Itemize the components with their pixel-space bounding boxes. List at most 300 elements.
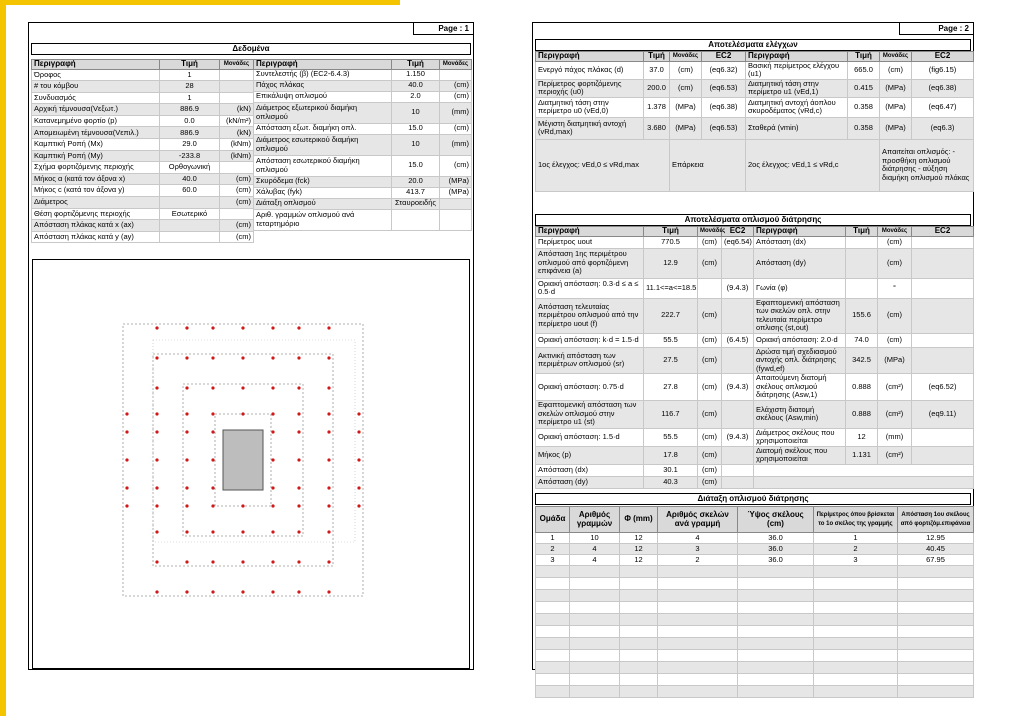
table-cell: Επάρκεια [670,139,746,191]
table-cell: Δρώσα τιμή σχεδιασμού αντοχής οπλ. διάτρησης (fywd,ef) [754,347,846,374]
reinforcement-dot [327,412,330,415]
table-row [536,464,974,476]
table-cell: Διατομή σκέλους που χρησιμοποιείται [754,446,846,464]
table-cell: 1 [536,533,570,544]
empty-cell [898,626,974,638]
table-row [536,614,974,626]
table-row [254,209,472,230]
table-row [32,220,254,232]
reinforcement-dot [185,326,188,329]
table-cell: Περιγραφή [536,52,644,62]
table-cell: Γωνία (φ) [754,278,846,298]
table-cell [722,298,754,333]
reinforcement-dot [327,326,330,329]
table-cell [722,464,754,476]
empty-cell [536,614,570,626]
table-cell: 12 [620,555,658,566]
table-row [536,578,974,590]
table-row [536,650,974,662]
table-cell: (eq6.47) [912,97,974,117]
empty-cell [620,650,658,662]
reinforcement-dot [327,560,330,563]
reinforcement-table [535,226,974,489]
table-cell: (cm) [220,185,254,197]
table-row [536,52,974,62]
table-cell: 67.95 [898,555,974,566]
reinforcement-dot [241,412,244,415]
empty-cell [814,662,898,674]
empty-cell [570,626,620,638]
reinforcement-dot [297,386,300,389]
empty-cell [536,650,570,662]
table-cell: EC2 [912,52,974,62]
reinforcement-dot [185,504,188,507]
table-cell: (kN) [220,127,254,139]
table-cell: (cm) [878,333,912,347]
reinforcement-dot [327,486,330,489]
table-cell: Ορθογωνική [160,162,220,174]
table-cell: 0.0 [160,115,220,127]
table-cell: (MPa) [880,79,912,97]
table-cell: 28 [160,81,220,93]
reinforcement-dot [211,486,214,489]
empty-cell [620,662,658,674]
reinforcement-dot [211,590,214,593]
table-cell: (MPa) [880,97,912,117]
table-row [32,197,254,209]
table-cell: 2.0 [392,91,440,102]
table-row [536,507,974,533]
reinforcement-dot [211,560,214,563]
table-cell: 1 [814,533,898,544]
table-cell: 1ος έλεγχος: vEd,0 ≤ vRd,max [536,139,670,191]
reinforcement-dot [185,458,188,461]
empty-cell [898,662,974,674]
table-cell: 17.8 [644,446,698,464]
reinforcement-dot [125,458,128,461]
empty-cell [570,566,620,578]
reinforcement-dot [327,386,330,389]
empty-cell [570,686,620,698]
table-row [536,278,974,298]
table-row [32,60,254,70]
table-row [536,61,974,79]
data-table-right [253,59,472,231]
table-cell [220,162,254,174]
table-cell: Διατμητική τάση στην περίμετρο u1 (vEd,1) [746,79,848,97]
empty-cell [738,602,814,614]
table-cell: (9.4.3) [722,428,754,446]
table-row [536,533,974,544]
empty-cell [898,638,974,650]
table-cell: Οριακή απόσταση: 0.3·d ≤ a ≤ 0.5·d [536,278,644,298]
empty-cell [536,566,570,578]
reinforcement-dot [297,458,300,461]
table-cell: (cm) [440,155,472,176]
reinforcement-dot [357,412,360,415]
reinforcement-dot [271,590,274,593]
reinforcement-dot [327,458,330,461]
table-cell: (MPa) [880,117,912,139]
reinforcement-dot [185,560,188,563]
page-2-label: Page : 2 [899,23,973,35]
table-row [536,555,974,566]
reinforcement-dot [241,560,244,563]
reinforcement-dot [297,590,300,593]
table-cell [220,69,254,81]
table-cell: 10 [392,102,440,123]
table-cell: Ύψος σκέλους (cm) [738,507,814,533]
reinforcement-dot [185,430,188,433]
reinforcement-dot [211,356,214,359]
table-cell: (eq6.38) [702,97,746,117]
reinforcement-dot [241,386,244,389]
empty-cell [620,674,658,686]
table-cell: Ενεργό πάχος πλάκας (d) [536,61,644,79]
table-cell [220,92,254,104]
table-cell: Σκυρόδεμα (fck) [254,176,392,187]
punching-drawing-frame [32,259,470,669]
table-cell: (cm) [220,231,254,243]
table-cell: Αριθμός σκελών ανά γραμμή [658,507,738,533]
reinforcement-dot [297,412,300,415]
table-cell: (cm) [698,446,722,464]
table-cell: Μήκος c (κατά τον άξονα y) [32,185,160,197]
table-cell: Αρχική τέμνουσα(Vεξωτ.) [32,104,160,116]
table-cell [160,197,220,209]
empty-cell [814,590,898,602]
table-row [254,198,472,209]
table-cell: Περίμετρος uout [536,236,644,248]
table-cell: 886.9 [160,104,220,116]
reinforcement-dot [125,412,128,415]
table-cell: (cm) [440,91,472,102]
table-cell: 3.680 [644,117,670,139]
table-cell: Περίμετρος φορτιζόμενης περιοχής (u0) [536,79,644,97]
reinforcement-dot [211,530,214,533]
empty-cell [814,614,898,626]
table-row [536,590,974,602]
reinforcement-dot [297,504,300,507]
reinforcement-dot [211,458,214,461]
table-cell: 0.888 [846,374,878,401]
table-cell: 27.5 [644,347,698,374]
reinforcement-dot [155,560,158,563]
table-cell: Τιμή [846,227,878,237]
empty-cell [658,578,738,590]
empty-cell [658,686,738,698]
table-cell: 0.415 [848,79,880,97]
table-cell: (eq6.54) [722,236,754,248]
table-cell: 36.0 [738,544,814,555]
reinforcement-dot [271,560,274,563]
table-cell: EC2 [722,227,754,237]
reinforcement-dot [297,430,300,433]
table-cell: Απόσταση εσωτερικού διαμήκη οπλισμού [254,155,392,176]
table-cell [160,231,220,243]
empty-cell [814,602,898,614]
empty-cell [814,686,898,698]
table-cell: (cm) [878,298,912,333]
table-cell [440,69,472,80]
reinforcement-dot [297,560,300,563]
table-row [254,155,472,176]
reinforcement-dot [211,412,214,415]
table-cell: Απαιτείται οπλισμός: - προσθήκη οπλισμού διάτρησης - αύξηση διαμήκη οπλισμού πλάκας [880,139,974,191]
table-cell [220,208,254,220]
empty-cell [814,578,898,590]
table-cell: (MPa) [670,117,702,139]
reinforcement-dot [241,590,244,593]
table-cell: (mm) [878,428,912,446]
table-cell: (eq6.38) [912,79,974,97]
table-cell: 12 [620,544,658,555]
table-cell: (cm) [698,464,722,476]
table-cell: ° [878,278,912,298]
table-cell: Διάμετρος εσωτερικού διαμήκη οπλισμού [254,134,392,155]
table-cell: 29.0 [160,139,220,151]
table-cell [722,248,754,278]
table-cell [912,446,974,464]
reinforcement-dot [241,504,244,507]
table-cell: 3 [536,555,570,566]
table-cell: (MPa) [670,97,702,117]
empty-cell [738,566,814,578]
table-cell: Περιγραφή [746,52,848,62]
table-row [536,476,974,488]
table-row [536,544,974,555]
yellow-top-bar [0,0,400,5]
reinforcement-dot [155,356,158,359]
table-cell [912,347,974,374]
table-cell [392,209,440,230]
table-cell: (eq6.52) [912,374,974,401]
empty-cell [738,638,814,650]
table-row [254,60,472,70]
table-cell: Εσωτερικό [160,208,220,220]
empty-cell [536,686,570,698]
reinforcement-dot [357,430,360,433]
reinforcement-dot [271,356,274,359]
table-cell: Καμπτική Ροπή (Mx) [32,139,160,151]
reinforcement-dot [125,430,128,433]
table-cell: Μονάδες [880,52,912,62]
table-cell: 12.9 [644,248,698,278]
table-row [254,134,472,155]
table-cell [220,81,254,93]
empty-cell [814,638,898,650]
table-cell: Μονάδες [878,227,912,237]
table-cell: 2 [814,544,898,555]
table-cell: Περιγραφή [32,60,160,70]
reinforcement-dot [357,504,360,507]
reinforcement-dot [241,530,244,533]
table-cell: 74.0 [846,333,878,347]
table-cell: 1.378 [644,97,670,117]
empty-cell [754,464,974,476]
table-cell: Θέση φορτιζόμενης περιοχής [32,208,160,220]
table-row [254,176,472,187]
empty-cell [570,674,620,686]
table-cell: (cm) [698,236,722,248]
table-cell: (cm) [878,248,912,278]
table-cell: (cm) [220,173,254,185]
reinforcement-dot [211,430,214,433]
table-row [32,185,254,197]
reinforcement-dot [125,504,128,507]
table-cell: Οριακή απόσταση: 1.5·d [536,428,644,446]
table-cell: 342.5 [846,347,878,374]
empty-cell [536,638,570,650]
empty-cell [620,626,658,638]
table-cell: 27.8 [644,374,698,401]
reinforcement-dot [155,590,158,593]
empty-cell [898,566,974,578]
table-cell: Απαιτούμενη διατομή σκέλους οπλισμού διάτρησης (Asw,1) [754,374,846,401]
empty-cell [570,650,620,662]
reinforcement-dot [241,356,244,359]
table-cell: (cm) [878,236,912,248]
table-cell: Μονάδες [670,52,702,62]
table-cell: 2 [536,544,570,555]
table-cell: 12 [620,533,658,544]
table-cell: Σταυροειδής [392,198,440,209]
table-cell [846,248,878,278]
table-cell: (cm²) [878,400,912,428]
table-cell: (eq6.3) [912,117,974,139]
empty-cell [898,686,974,698]
table-row [536,626,974,638]
table-cell: Χάλυβας (fyk) [254,187,392,198]
reinforcement-dot [271,430,274,433]
table-row [536,347,974,374]
table-row [254,69,472,80]
empty-cell [536,662,570,674]
reinforcement-dot [271,458,274,461]
table-cell [912,278,974,298]
table-cell: Απόσταση 1ου σκέλους από φορτιζόμ.επιφάνεια [898,507,974,533]
table-cell: Απόσταση 1ης περιμέτρου οπλισμού από φορτιζόμενη επιφάνεια (a) [536,248,644,278]
table-cell: Όροφος [32,69,160,81]
table-cell: Διάμετρος εξωτερικού διαμήκη οπλισμού [254,102,392,123]
empty-cell [570,638,620,650]
reinforcement-dot [125,486,128,489]
empty-cell [620,614,658,626]
table-cell: 15.0 [392,155,440,176]
reinforcement-dot [271,386,274,389]
table-row [536,446,974,464]
empty-cell [658,602,738,614]
table-cell [846,278,878,298]
table-row [536,602,974,614]
table-cell: Τιμή [644,227,698,237]
empty-cell [754,476,974,488]
table-cell: 0.358 [848,97,880,117]
table-cell: Μήκος α (κατά τον άξονα x) [32,173,160,185]
table-cell: (eq6.53) [702,79,746,97]
reinforcement-dot [185,486,188,489]
empty-cell [898,650,974,662]
table-cell [440,209,472,230]
table-cell: 20.0 [392,176,440,187]
table-cell [722,476,754,488]
empty-cell [536,602,570,614]
empty-cell [658,626,738,638]
table-cell: Οριακή απόσταση: 2.0·d [754,333,846,347]
table-cell: Μονάδες [220,60,254,70]
table-cell: (cm²) [878,446,912,464]
table-cell: Απομειωμένη τέμνουσα(Vεπιλ.) [32,127,160,139]
layout-section-title: Διάταξη οπλισμού διάτρησης [535,493,971,505]
table-cell: 11.1<=a<=18.5 [644,278,698,298]
reinforcement-dot [155,326,158,329]
table-cell: 1.131 [846,446,878,464]
empty-cell [738,578,814,590]
reinforcement-dot [155,430,158,433]
table-cell: Τιμή [644,52,670,62]
table-cell [722,400,754,428]
table-row [254,102,472,123]
table-cell: Φ (mm) [620,507,658,533]
table-row [536,117,974,139]
empty-cell [814,566,898,578]
table-cell: Καμπτική Ροπή (My) [32,150,160,162]
table-cell: 4 [570,555,620,566]
table-cell: Απόσταση (dx) [536,464,644,476]
reinforcement-dot [155,412,158,415]
table-row [536,674,974,686]
reinforcement-dot [185,590,188,593]
reinforcement-dot [271,504,274,507]
table-cell: (eq9.11) [912,400,974,428]
table-row [536,333,974,347]
table-cell [722,446,754,464]
table-cell: (cm) [880,61,912,79]
table-cell: (cm) [698,333,722,347]
reinforcement-dot [211,386,214,389]
table-cell: Διατμητική τάση στην περίμετρο u0 (vEd,0) [536,97,644,117]
table-cell: Απόσταση εξωτ. διαμήκη οπλ. [254,123,392,134]
table-cell: (kNm) [220,139,254,151]
empty-cell [898,614,974,626]
table-cell: Ακτινική απόσταση των περιμέτρων οπλισμού (sr) [536,347,644,374]
table-cell: (cm) [698,347,722,374]
empty-cell [738,614,814,626]
table-row [536,428,974,446]
table-cell: Μήκος (p) [536,446,644,464]
table-cell [912,298,974,333]
table-cell: # του κόμβου [32,81,160,93]
table-cell [912,428,974,446]
table-cell [698,278,722,298]
table-cell: (cm) [440,123,472,134]
table-cell: (cm) [698,298,722,333]
yellow-margin-bar [0,0,6,716]
table-cell: Απόσταση πλάκας κατά y (ay) [32,231,160,243]
empty-cell [658,662,738,674]
empty-cell [570,578,620,590]
empty-cell [738,590,814,602]
table-cell: Διάμετρος [32,197,160,209]
table-cell: -233.8 [160,150,220,162]
table-cell: 4 [570,544,620,555]
table-cell: 200.0 [644,79,670,97]
table-cell: (eq6.53) [702,117,746,139]
table-cell: Περιγραφή [754,227,846,237]
table-cell [846,236,878,248]
empty-cell [570,590,620,602]
reinforcement-dot [155,504,158,507]
